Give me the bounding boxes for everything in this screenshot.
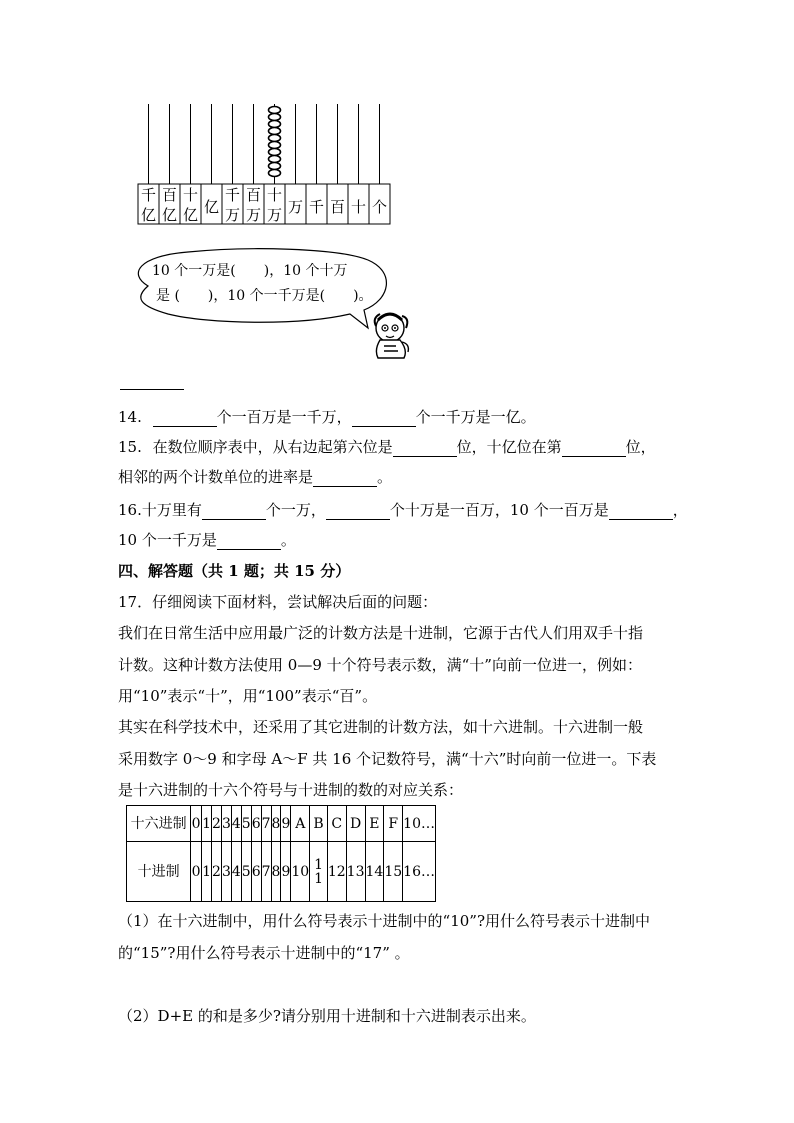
table-cell: 2: [212, 842, 222, 902]
abacus-bead: [269, 156, 281, 163]
q16-text-c: 个十万是一百万，10 个一百万是: [389, 501, 609, 519]
abacus-place-label: 十: [266, 186, 283, 204]
table-row-header-hex: 十六进制: [127, 806, 191, 842]
q17-sub2: （2）D+E 的和是多少?请分别用十进制和十六进制表示出来。: [118, 1007, 536, 1025]
table-cell: 16…: [403, 842, 436, 902]
table-cell: F: [384, 806, 403, 842]
q16-blank-4[interactable]: [217, 534, 281, 550]
table-cell: 4: [231, 842, 241, 902]
table-cell: 8: [271, 806, 281, 842]
abacus-bead: [269, 142, 281, 149]
divider-rule: [120, 389, 184, 390]
q15-text-d: 相邻的两个计数单位的进率是: [118, 468, 314, 486]
q15-number: 15.: [118, 438, 142, 456]
table-cell: 0: [191, 842, 202, 902]
abacus-bead: [269, 170, 281, 177]
question-15: [118, 436, 656, 457]
q16-text-e: 10 个一千万是: [118, 531, 217, 549]
table-cell: B: [310, 806, 328, 842]
table-cell: 2: [212, 806, 222, 842]
q14-text-b: 个一千万是一亿。: [415, 408, 536, 426]
abacus-bead: [269, 135, 281, 142]
table-cell: 1: [202, 806, 212, 842]
q14-blank-1[interactable]: [153, 411, 217, 427]
q16-number: 16.: [118, 501, 142, 519]
q16-blank-3[interactable]: [609, 504, 673, 520]
abacus-place-label: 万: [224, 206, 241, 224]
abacus-place-label: 百: [161, 186, 178, 204]
table-cell: 10…: [403, 806, 436, 842]
q16-text-f: 。: [280, 531, 296, 549]
q17-p2-line1: 其实在科学技术中，还采用了其它进制的计数方法，如十六进制。十六进制一般: [118, 718, 644, 736]
table-cell: 12: [327, 842, 346, 902]
abacus-place-label: 万: [266, 206, 283, 224]
abacus-bead: [269, 163, 281, 170]
table-cell: 14: [365, 842, 384, 902]
table-cell: 4: [231, 806, 241, 842]
q16-blank-2[interactable]: [326, 504, 390, 520]
q15-blank-3[interactable]: [313, 471, 377, 487]
q16-text-a: 十万里有: [141, 501, 202, 519]
q15-text-a: 在数位顺序表中，从右边起第六位是: [152, 438, 393, 456]
table-cell: A: [291, 806, 310, 842]
q16-blank-1[interactable]: [202, 504, 266, 520]
abacus-place-label: 亿: [140, 206, 157, 224]
abacus-place-label: 千: [140, 186, 157, 204]
table-cell: 7: [261, 842, 271, 902]
q15-text-c: 位，: [625, 438, 656, 456]
q15-text-e: 。: [377, 468, 393, 486]
table-cell: 0: [191, 806, 202, 842]
abacus-place-label: 百: [329, 198, 346, 216]
q17-p1-line2: 计数。这种计数方法使用 0—9 十个符号表示数，满“十”向前一位进一，例如：: [118, 656, 642, 674]
table-cell: 5: [241, 806, 251, 842]
q14-number: 14.: [118, 408, 142, 426]
table-cell: 3: [221, 806, 231, 842]
table-cell: 3: [221, 842, 231, 902]
table-cell: E: [365, 806, 384, 842]
q14-blank-2[interactable]: [352, 411, 416, 427]
q16-text-b: 个一万，: [265, 501, 326, 519]
table-cell: 9: [281, 806, 291, 842]
table-cell: D: [346, 806, 365, 842]
table-cell: C: [327, 806, 346, 842]
abacus-place-label: 个: [371, 198, 388, 216]
cartoon-character-illustration: [364, 306, 420, 362]
q15-blank-2[interactable]: [562, 441, 626, 457]
abacus-place-label: 亿: [203, 198, 220, 216]
abacus-place-label: 万: [287, 198, 304, 216]
table-cell: 1 1: [310, 842, 328, 902]
q17-sub1-line2: 的“15”?用什么符号表示十进制中的“17” 。: [118, 944, 410, 962]
question-15-cont: [118, 466, 392, 487]
table-cell: 7: [261, 806, 271, 842]
abacus-bead: [269, 121, 281, 128]
abacus-place-label: 十: [350, 198, 367, 216]
abacus-bead: [269, 107, 281, 114]
q17-p1-line1: 我们在日常生活中应用最广泛的计数方法是十进制，它源于古代人们用双手十指: [118, 624, 644, 642]
question-16-cont: [118, 529, 296, 550]
table-cell: 5: [241, 842, 251, 902]
abacus-bead: [269, 114, 281, 121]
abacus-place-label: 亿: [161, 206, 178, 224]
q17-p1-line3: 用“10”表示“十”，用“100”表示“百”。: [118, 687, 378, 705]
table-cell: 10: [291, 842, 310, 902]
q15-text-b: 位，十亿位在第: [456, 438, 562, 456]
q17-sub1-line1: （1）在十六进制中，用什么符号表示十进制中的“10”?用什么符号表示十进制中: [118, 912, 651, 930]
q14-text-a: 个一百万是一千万，: [216, 408, 352, 426]
abacus-bead: [269, 149, 281, 156]
abacus-place-label: 万: [245, 206, 262, 224]
question-16: [118, 499, 688, 520]
q17-p2-line2: 采用数字 0～9 和字母 A～F 共 16 个记数符号，满“十六”时向前一位进一。下表: [118, 750, 657, 768]
table-cell: 6: [251, 842, 261, 902]
section-4-title: 四、解答题（共 1 题；共 15 分）: [118, 562, 351, 580]
abacus-place-label: 千: [224, 186, 241, 204]
table-cell: 9: [281, 842, 291, 902]
q15-blank-1[interactable]: [393, 441, 457, 457]
abacus-place-label: 十: [182, 186, 199, 204]
bubble-line-2: 是 ( )，10 个一千万是( )。: [156, 288, 373, 304]
table-cell: 6: [251, 806, 261, 842]
question-14: [118, 406, 536, 427]
table-cell: 8: [271, 842, 281, 902]
hex-decimal-table: [126, 805, 436, 903]
table-row-header-dec: 十进制: [127, 842, 191, 902]
q16-text-d: ，: [672, 501, 688, 519]
table-cell: 15: [384, 842, 403, 902]
table-cell: 13: [346, 842, 365, 902]
abacus-diagram: [130, 100, 400, 230]
bubble-line-1: 10 个一万是( )，10 个十万: [152, 263, 348, 279]
q17-p2-line3: 是十六进制的十六个符号与十进制的数的对应关系：: [118, 781, 464, 799]
abacus-place-label: 千: [308, 198, 325, 216]
table-cell: 1: [202, 842, 212, 902]
q17-intro: 17．仔细阅读下面材料，尝试解决后面的问题：: [118, 593, 438, 611]
abacus-place-label: 亿: [182, 206, 199, 224]
abacus-bead: [269, 128, 281, 135]
abacus-place-label: 百: [245, 186, 262, 204]
